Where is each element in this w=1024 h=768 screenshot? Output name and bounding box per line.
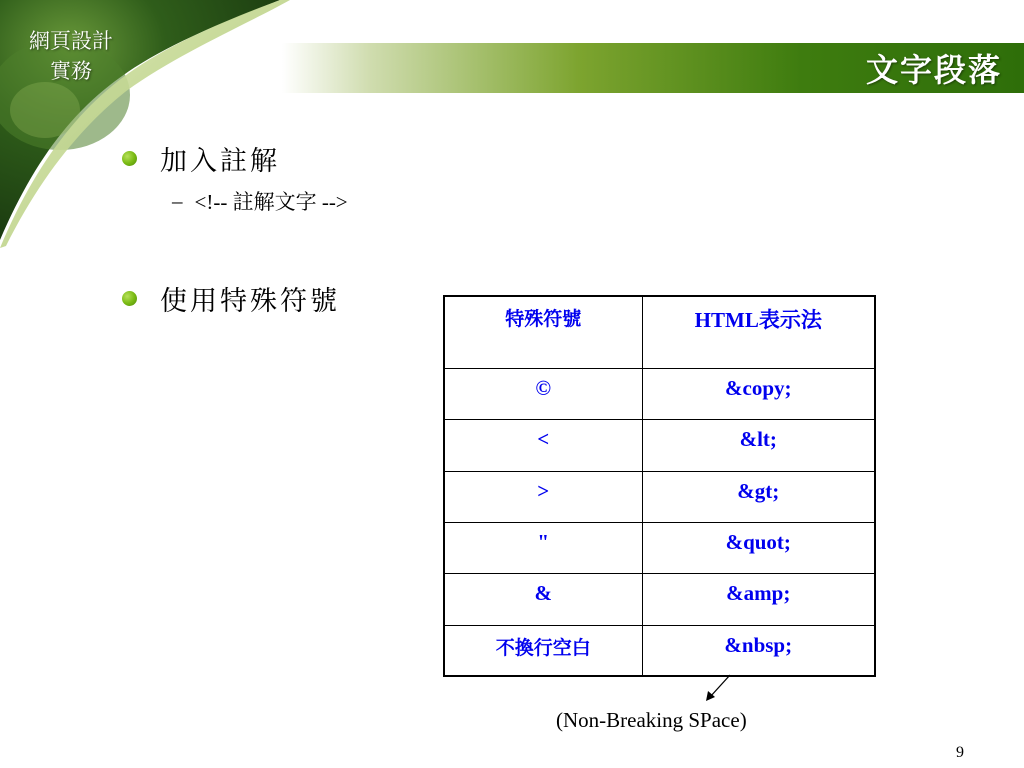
sub-bullet-item [172,186,348,216]
table-row [444,471,875,522]
table-cell: &lt; [642,419,875,471]
table-cell: & [444,573,642,625]
course-title [6,26,136,86]
course-title-line-2: 實務 [50,59,92,83]
dash-icon: – [172,188,183,213]
table-header-row [444,296,875,368]
bullet-item [122,279,340,318]
bullet-dot-icon [122,151,137,166]
table-cell: &copy; [642,368,875,419]
table-row [444,419,875,471]
table-cell: &nbsp; [642,625,875,676]
table-cell: < [444,419,642,471]
table-row [444,625,875,676]
table-cell: &quot; [642,522,875,573]
table-cell: " [444,522,642,573]
table-cell: 不換行空白 [444,625,642,676]
table-header-cell: HTML表示法 [642,296,875,368]
table-row [444,573,875,625]
title-bar [282,43,1024,93]
bullet-dot-icon [122,291,137,306]
special-symbols-table [443,295,876,677]
table-row [444,368,875,419]
table-row [444,522,875,573]
bullet-text: 加入註解 [160,146,280,177]
arrow-icon [700,672,740,704]
table-cell: © [444,368,642,419]
bullet-text: 使用特殊符號 [160,286,340,317]
sub-bullet-text: <!-- 註解文字 --> [194,190,348,214]
page-number: 9 [956,744,964,761]
table-header-cell: 特殊符號 [444,296,642,368]
table-cell: > [444,471,642,522]
nbsp-annotation: (Non-Breaking SPace) [556,708,747,732]
slide-title: 文字段落 [865,51,1002,89]
table-cell: &gt; [642,471,875,522]
course-title-line-1: 網頁設計 [29,29,113,53]
bullet-item [122,139,280,178]
table-cell: &amp; [642,573,875,625]
